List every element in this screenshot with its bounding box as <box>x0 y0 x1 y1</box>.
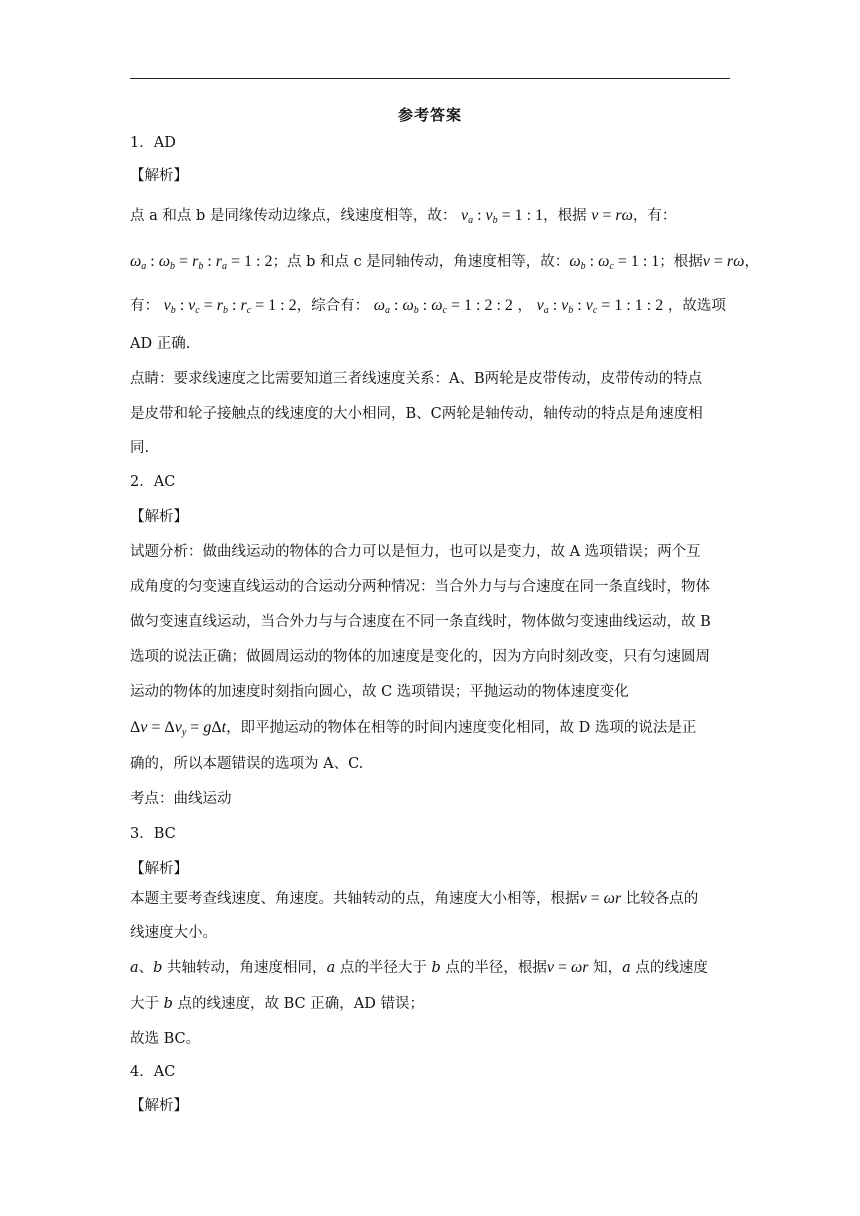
q3-line-4: 大于 b 点的线速度，故 BC 正确，AD 错误； <box>130 996 424 1012</box>
q2-line-5: 运动的物体的加速度时刻指向圆心，故 C 选项错误；平抛运动的物体速度变化 <box>130 684 629 700</box>
q1-line-4: AD 正确. <box>130 336 191 352</box>
q2-line-7: 确的，所以本题错误的选项为 A、C. <box>130 756 364 772</box>
q3-line-1: 本题主要考查线速度、角速度。共轴转动的点，角速度大小相等，根据v = ωr 比较各点的 <box>130 890 699 907</box>
q2-line-3: 做匀变速直线运动，当合外力与与合速度在不同一条直线时，物体做匀变速曲线运动，故 B <box>130 614 711 630</box>
q3-conclusion: 故选 BC。 <box>130 1031 201 1047</box>
q3-answer: 3．BC <box>130 826 176 842</box>
q2-line-2: 成角度的匀变速直线运动的合运动分两种情况：当合外力与与合速度在同一条直线时，物体 <box>130 579 710 595</box>
q2-line-1: 试题分析：做曲线运动的物体的合力可以是恒力，也可以是变力，故 A 选项错误；两个互 <box>130 544 701 560</box>
q2-eq-delta-v: Δ <box>130 719 141 736</box>
q2-analysis-tag: 【解析】 <box>130 509 188 525</box>
q1-eq-vb-vc: $v_b$ <box>163 297 176 316</box>
q1-note-3: 同. <box>130 440 150 456</box>
q1-note-1: 点睛：要求线速度之比需要知道三者线速度关系：A、B两轮是皮带传动，皮带传动的特点 <box>130 371 703 387</box>
q1-line-3: 有： $v_b$ : $v_c = r_b$ : $r_c = 1$ : 2，综合有： $\omega_a$ : $\omega_b$ : $\omega_c = 1$ : 2 : 2 ， $v_a$ : $v_b$ : $v_c = 1$ : 1 : 2 ，故选项 <box>130 297 726 316</box>
q1-eq-va-vb: $v_a$ <box>460 207 474 226</box>
q1-eq-omega-ratio: $\omega_a$ <box>130 253 147 272</box>
q3-line-2: 线速度大小。 <box>130 925 217 941</box>
q3-formula-v-wr: v <box>579 890 587 907</box>
q4-answer: 4．AC <box>130 1064 176 1080</box>
q2-answer: 2．AC <box>130 474 176 490</box>
q3-analysis-tag: 【解析】 <box>130 861 188 877</box>
q2-keypoint: 考点：曲线运动 <box>130 791 232 807</box>
q3-line-3: a、b 共轴转动，角速度相同，a 点的半径大于 b 点的半径，根据v = ωr 知，a 点的线速度 <box>130 959 708 976</box>
q1-formula-v-rw: v <box>591 207 599 224</box>
q1-line-1: 点 a 和点 b 是同缘传动边缘点，线速度相等，故： $v_a$ : $v_b = 1$ : 1，根据 v = rω，有： <box>130 207 677 226</box>
q1-answer: 1．AD <box>130 135 176 151</box>
page-title: 参考答案 <box>397 106 462 124</box>
q1-line-2: $\omega_a$ : $\omega_b = r_b$ : $r_a = 1$ : 2；点 b 和点 c 是同轴传动，角速度相等，故：$\omega_b$ : $\omega_c = 1$ : 1；根据v = rω， <box>130 253 759 272</box>
q2-line-4: 选项的说法正确；做圆周运动的物体的加速度是变化的，因为方向时刻改变，只有匀速圆周 <box>130 649 710 665</box>
header-rule <box>130 78 730 79</box>
q4-analysis-tag: 【解析】 <box>130 1098 188 1114</box>
q1-note-2: 是皮带和轮子接触点的线速度的大小相同，B、C两轮是轴传动，轴传动的特点是角速度相 <box>130 406 703 422</box>
q2-line-6: $\Delta v = \Delta v_y = g\Delta t$，即平抛运动的物体在相等的时间内速度变化相同，故 D 选项的说法是正 <box>130 719 697 738</box>
q1-analysis-tag: 【解析】 <box>130 168 188 184</box>
